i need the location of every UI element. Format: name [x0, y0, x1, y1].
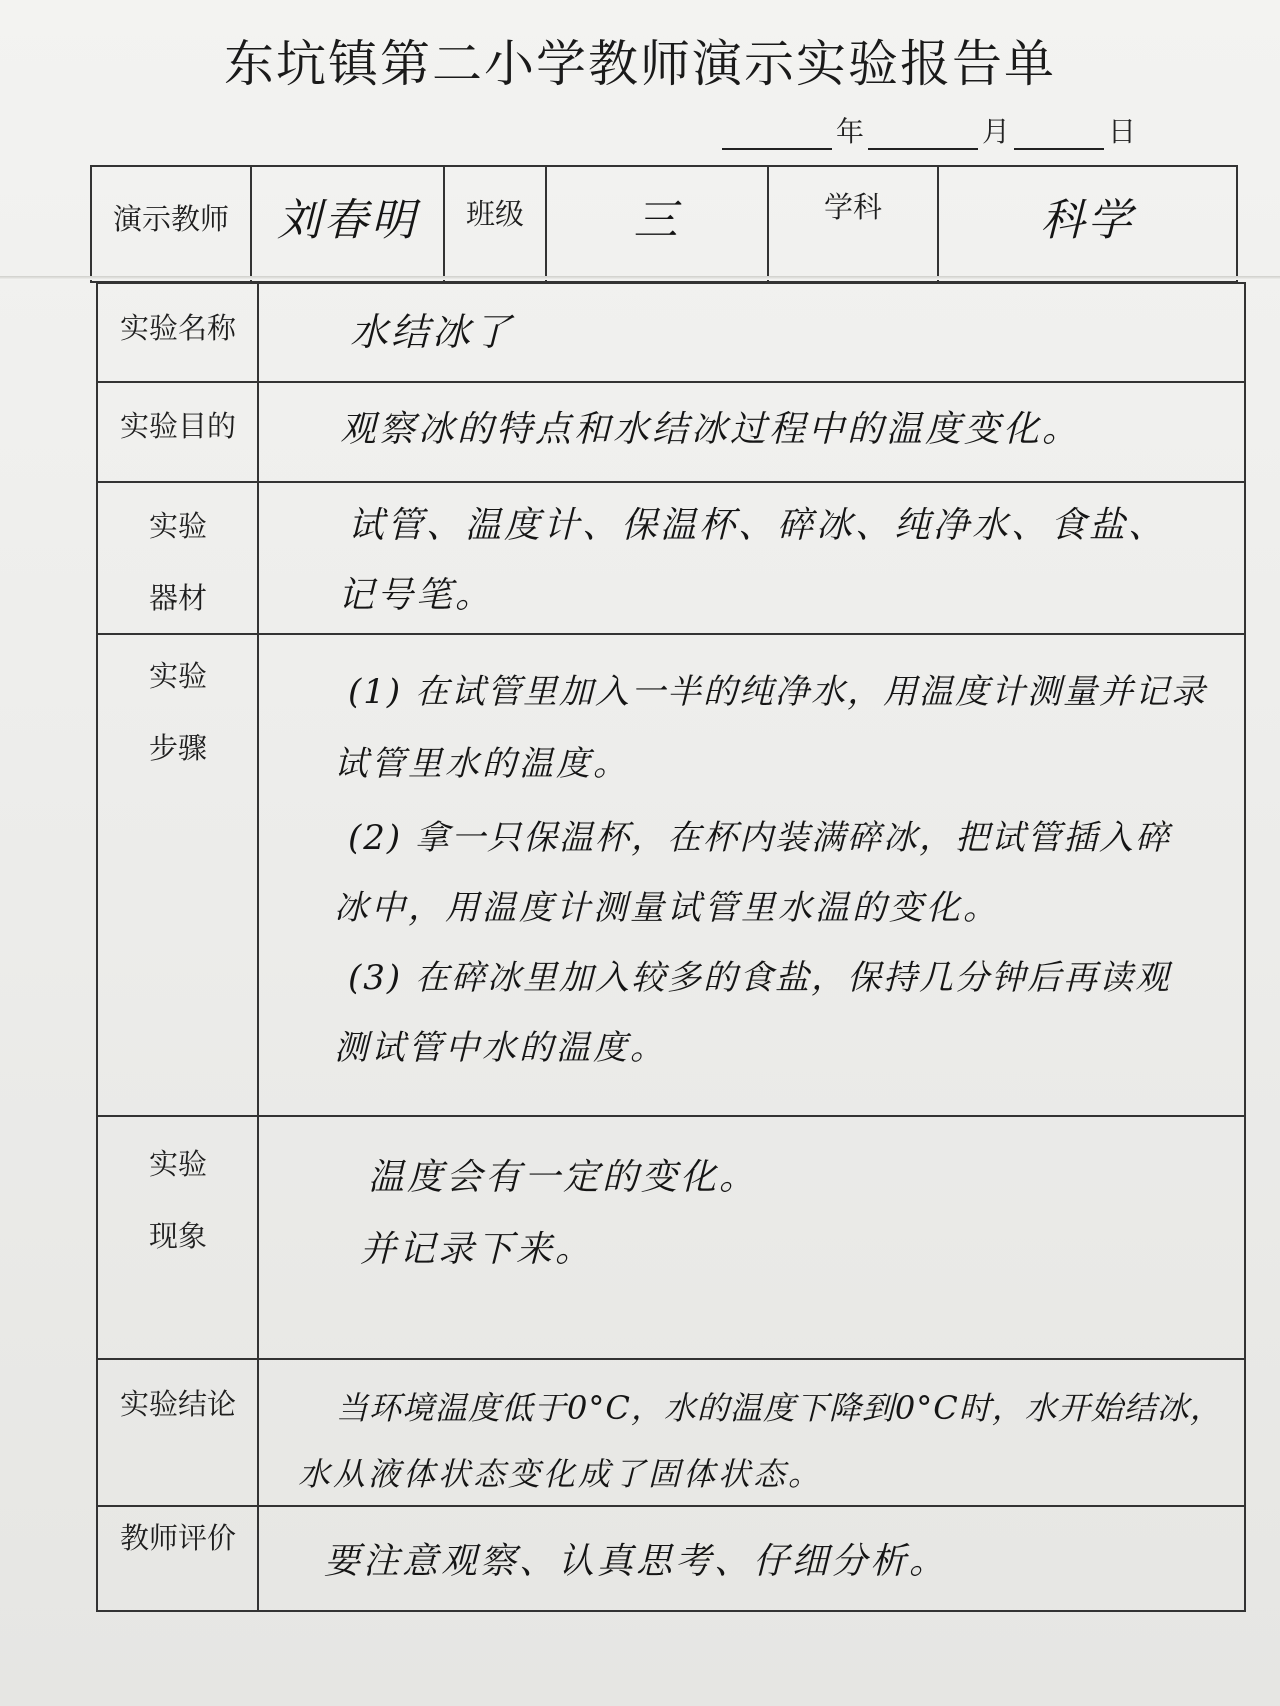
month-blank	[868, 118, 978, 150]
name-label: 实验名称	[119, 311, 236, 345]
class-label: 班级	[465, 197, 524, 231]
steps-line-1: (1) 在试管里加入一半的纯净水，用温度计测量并记录	[348, 672, 1207, 712]
day-blank	[1014, 118, 1104, 150]
paper-fold	[0, 276, 1280, 280]
date-line	[722, 110, 1140, 150]
materials-label-1: 实验	[148, 509, 207, 543]
subject-value: 科学	[1040, 195, 1135, 246]
purpose-value: 观察冰的特点和水结冰过程中的温度变化。	[340, 409, 1082, 450]
main-table	[96, 282, 1246, 1612]
year-blank	[722, 118, 832, 150]
subject-label: 学科	[823, 190, 882, 224]
steps-line-6: 测试管中水的温度。	[334, 1028, 667, 1068]
class-value: 三	[633, 195, 681, 246]
report-title: 东坑镇第二小学教师演示实验报告单	[224, 35, 1056, 93]
steps-line-2: 试管里水的温度。	[334, 744, 630, 784]
conclusion-label: 实验结论	[119, 1387, 236, 1421]
steps-line-5: (3) 在碎冰里加入较多的食盐，保持几分钟后再读观	[348, 958, 1171, 998]
teacher-value: 刘春明	[277, 195, 418, 246]
materials-label-2: 器材	[148, 581, 207, 615]
teacher-label: 演示教师	[112, 202, 229, 236]
conclusion-line-1: 当环境温度低于0°C，水的温度下降到0°C时，水开始结冰，	[336, 1389, 1223, 1427]
phenomena-line-1: 温度会有一定的变化。	[368, 1157, 759, 1198]
phenomena-line-2: 并记录下来。	[360, 1229, 595, 1270]
year-label: 年	[835, 115, 864, 148]
steps-label-2: 步骤	[148, 731, 207, 765]
materials-line-2: 记号笔。	[338, 575, 495, 616]
materials-line-1: 试管、温度计、保温杯、碎冰、纯净水、食盐、	[348, 505, 1168, 546]
steps-line-4: 冰中，用温度计测量试管里水温的变化。	[334, 888, 1000, 928]
phenomena-label-2: 现象	[148, 1219, 207, 1253]
day-label: 日	[1107, 115, 1136, 148]
name-value: 水结冰了	[350, 310, 515, 354]
steps-line-3: (2) 拿一只保温杯，在杯内装满碎冰，把试管插入碎	[348, 818, 1171, 858]
steps-label-1: 实验	[148, 659, 207, 693]
month-label: 月	[981, 115, 1010, 148]
header-row	[90, 165, 1238, 283]
phenomena-label-1: 实验	[148, 1147, 207, 1181]
evaluation-value: 要注意观察、认真思考、仔细分析。	[324, 1541, 949, 1582]
conclusion-line-2: 水从液体状态变化成了固体状态。	[298, 1455, 824, 1493]
purpose-label: 实验目的	[119, 409, 236, 443]
evaluation-label: 教师评价	[119, 1521, 236, 1555]
